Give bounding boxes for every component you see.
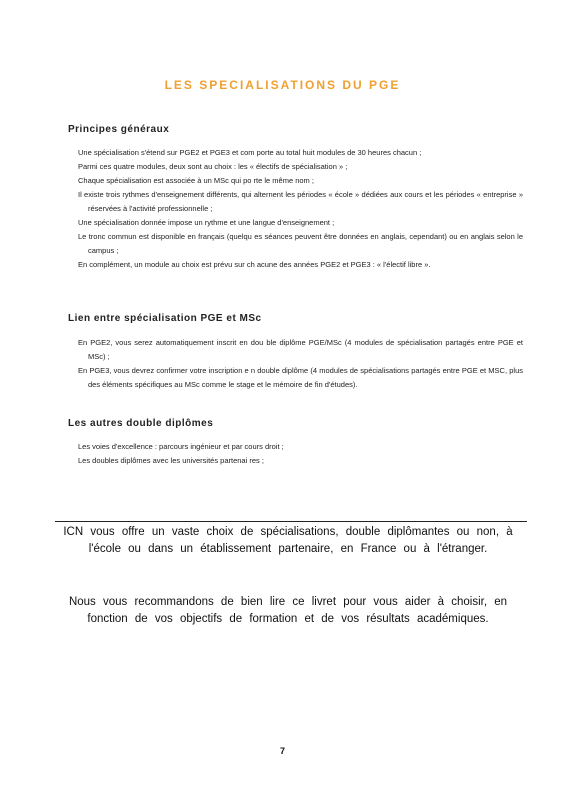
list-item: Parmi ces quatre modules, deux sont au choix : les « électifs de spécialisation » ; — [78, 162, 348, 171]
list-item: Chaque spécialisation est associée à un MSc qui po rte le même nom ; — [78, 176, 314, 185]
page-title: LES SPECIALISATIONS DU PGE — [164, 78, 401, 92]
list-item: Une spécialisation s'étend sur PGE2 et PGE3 et com porte au total huit modules de 30 heures chacun ; — [78, 148, 422, 157]
closing-paragraph-offer: ICN vous offre un vaste choix de spécialisations, double diplômantes ou non, à l'école ou dans un établissement partenaire, en France ou à l'étranger. — [63, 526, 513, 555]
page-number: 7 — [279, 746, 285, 756]
divider — [55, 521, 527, 522]
list-item: Les voies d'excellence : parcours ingénieur et par cours droit ; — [78, 442, 284, 451]
section-heading-principes: Principes généraux — [68, 124, 170, 135]
closing-paragraph-advice: Nous vous recommandons de bien lire ce livret pour vous aider à choisir, en fonction de vos objectifs de formation et de vos résultats académiques. — [68, 596, 508, 625]
list-item: Il existe trois rythmes d'enseignement différents, qui alternent les périodes « école » dédiées aux cours et les périodes « entreprise » réservées à l'activité professionnelle ; — [78, 190, 523, 213]
bullet-list-lien — [68, 336, 523, 392]
list-item: En complément, un module au choix est prévu sur ch acune des années PGE2 et PGE3 : « l'électif libre ». — [78, 260, 431, 269]
bullet-list-autres — [68, 440, 523, 468]
list-item: En PGE2, vous serez automatiquement inscrit en dou ble diplôme PGE/MSc (4 modules de spécialisation partagés entre PGE et MSc) ; — [78, 338, 523, 361]
section-heading-autres: Les autres double diplômes — [68, 418, 214, 429]
list-item: Une spécialisation donnée impose un rythme et une langue d'enseignement ; — [78, 218, 335, 227]
list-item: En PGE3, vous devrez confirmer votre inscription e n double diplôme (4 modules de spécialisations partagés entre PGE et MSC, plus des éléments spécifiques au MSc comme le stage et le mémoire de fin d'études). — [78, 366, 523, 389]
bullet-list-principes — [68, 146, 523, 272]
list-item: Les doubles diplômes avec les universités partenai res ; — [78, 456, 264, 465]
section-heading-lien: Lien entre spécialisation PGE et MSc — [68, 313, 262, 324]
list-item: Le tronc commun est disponible en français (quelqu es séances peuvent être données en anglais, cependant) ou en anglais selon le campus ; — [78, 232, 523, 255]
